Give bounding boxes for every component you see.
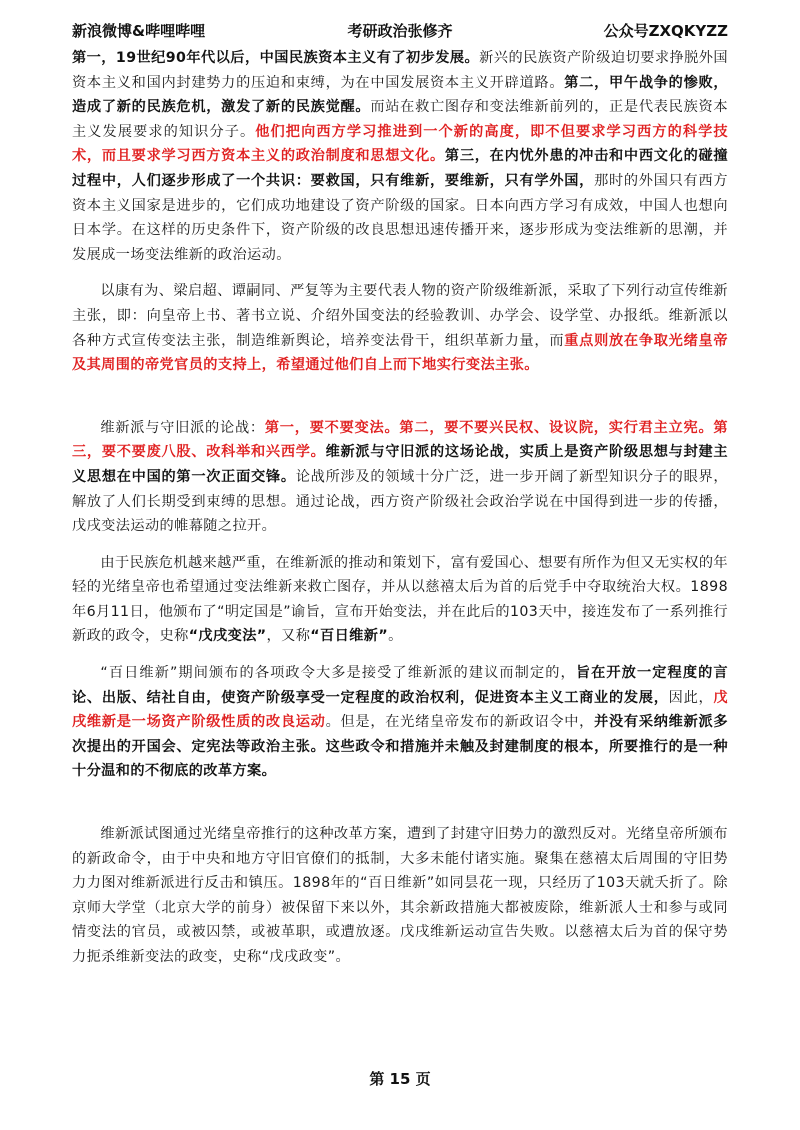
p4-s5: 。: [388, 628, 403, 645]
p1-s2: 新兴的民族资产阶级迫切要求挣脱外国资本主义和国内封建势力的压迫和束缚，为在中国发展资本主义开辟道路。: [72, 50, 728, 91]
p4-s4: “百日维新”: [310, 628, 389, 645]
document-body: [72, 46, 728, 970]
paragraph-debate: [72, 416, 728, 539]
paragraph-reformers: [72, 279, 728, 377]
p4-s3: ，又称: [266, 628, 311, 645]
p4-s1: 由于民族危机越来越严重，在维新派的推动和策划下，富有爱国心、想要有所作为但又无实权的年轻的光绪皇帝也希望通过变法维新来救亡图存，并从以慈禧太后为首的后党手中夺取统治大权。1898年6月11日，他颁布了“明定国是”谕旨，宣布开始变法，并在此后的103天中，接连发布了一系列推行新政的政令，史称: [72, 554, 728, 645]
paragraph-hundred-days: [72, 551, 728, 649]
p5-s1: “百日维新”期间颁布的各项政令大多是接受了维新派的建议而制定的，: [100, 665, 576, 682]
p1-s3: 第二，甲午战争的惨败，造成了新的民族危机，激发了新的民族觉醒。: [72, 74, 729, 116]
paragraph-coup: [72, 822, 728, 970]
header-title: 考研政治张修齐: [347, 22, 453, 40]
p5-s4: 戊戌维新是一场资产阶级性质的改良运动: [72, 689, 728, 731]
p5-s5: 。但是，在光绪皇帝发布的新政诏令中，: [325, 714, 595, 731]
p2-s2: 重点则放在争取光绪皇帝及其周围的帝党官员的支持上，希望通过他们自上而下地实行变法主张。: [72, 332, 729, 374]
p4-s2: “戊戌变法”: [188, 628, 267, 645]
paragraph-background: [72, 46, 728, 267]
p1-s1: 第一，19世纪90年代以后，中国民族资本主义有了初步发展。: [72, 50, 480, 66]
p5-s3: 因此，: [668, 689, 714, 706]
p5-s6: 并没有采纳维新派多次提出的开国会、定宪法等政治主张。这些政令和措施并未触及封建制度的根本，所要推行的是一种十分温和的不彻底的改革方案。: [72, 714, 728, 780]
p1-s6: 第三，在内忧外患的冲击和中西文化的碰撞过程中，人们逐步形成了一个共识：要救国，只有维新，要维新，只有学外国，: [72, 148, 728, 189]
p3-s1: 维新派与守旧派的论战：: [100, 419, 265, 436]
p3-s2: 第一，要不要变法。第二，要不要兴民权、设议院，实行君主立宪。第三，要不要废八股、改科举和兴西学。: [72, 419, 728, 461]
header-weibo-bilibili: 新浪微博&哔哩哔哩: [72, 22, 206, 40]
page-number: 第 15 页: [369, 1070, 431, 1088]
header-wechat-account: 公众号ZXQKYZZ: [603, 22, 728, 40]
p3-s3: 维新派与守旧派的这场论战，实质上是资产阶级思想与封建主义思想在中国的第一次正面交锋。: [72, 444, 728, 485]
page-header: [72, 20, 728, 46]
p1-s7: 那时的外国只有西方资本主义国家是进步的，它们成功地建设了资产阶级的国家。日本向西方学习有成效，中国人也想向日本学。在这样的历史条件下，资产阶级的改良思想迅速传播开来，逐步形成为变法维新的思潮，并发展成一场变法维新的政治运动。: [72, 172, 728, 263]
p5-s2: 旨在开放一定程度的言论、出版、结社自由，使资产阶级享受一定程度的政治权利，促进资本主义工商业的发展，: [72, 665, 728, 706]
paragraph-nature: [72, 661, 728, 784]
p1-s4: 而站在救亡图存和变法维新前列的，正是代表民族资本主义发展要求的知识分子。: [72, 99, 728, 140]
p6-s1: 维新派试图通过光绪皇帝推行的这种改革方案，遭到了封建守旧势力的激烈反对。光绪皇帝所颁布的新政命令，由于中央和地方守旧官僚们的抵制，大多未能付诸实施。聚集在慈禧太后周围的守旧势力力图对维新派进行反击和镇压。1898年的“百日维新”如同昙花一现，只经历了103天就夭折了。除京师大学堂（北京大学的前身）被保留下来以外，其余新政措施大都被废除，维新派人士和参与或同情变法的官员，或被囚禁，或被革职，或遭放逐。戊戌维新运动宣告失败。以慈禧太后为首的保守势力扼杀维新变法的政变，史称“戊戌政变”。: [72, 826, 728, 965]
p3-s4: 论战所涉及的领域十分广泛，进一步开阔了新型知识分子的眼界，解放了人们长期受到束缚的思想。通过论战，西方资产阶级社会政治学说在中国得到进一步的传播，戊戌变法运动的帷幕随之拉开。: [72, 468, 728, 535]
p2-s1: 以康有为、梁启超、谭嗣同、严复等为主要代表人物的资产阶级维新派，采取了下列行动宣传维新主张，即：向皇帝上书、著书立说、介绍外国变法的经验教训、办学会、设学堂、办报纸。维新派以各种方式宣传变法主张，制造维新舆论，培养变法骨干，组织革新力量，而: [72, 283, 728, 349]
p1-s5: 他们把向西方学习推进到一个新的高度，即不但要求学习西方的科学技术，而且要求学习西方资本主义的政治制度和思想文化。: [72, 123, 728, 165]
